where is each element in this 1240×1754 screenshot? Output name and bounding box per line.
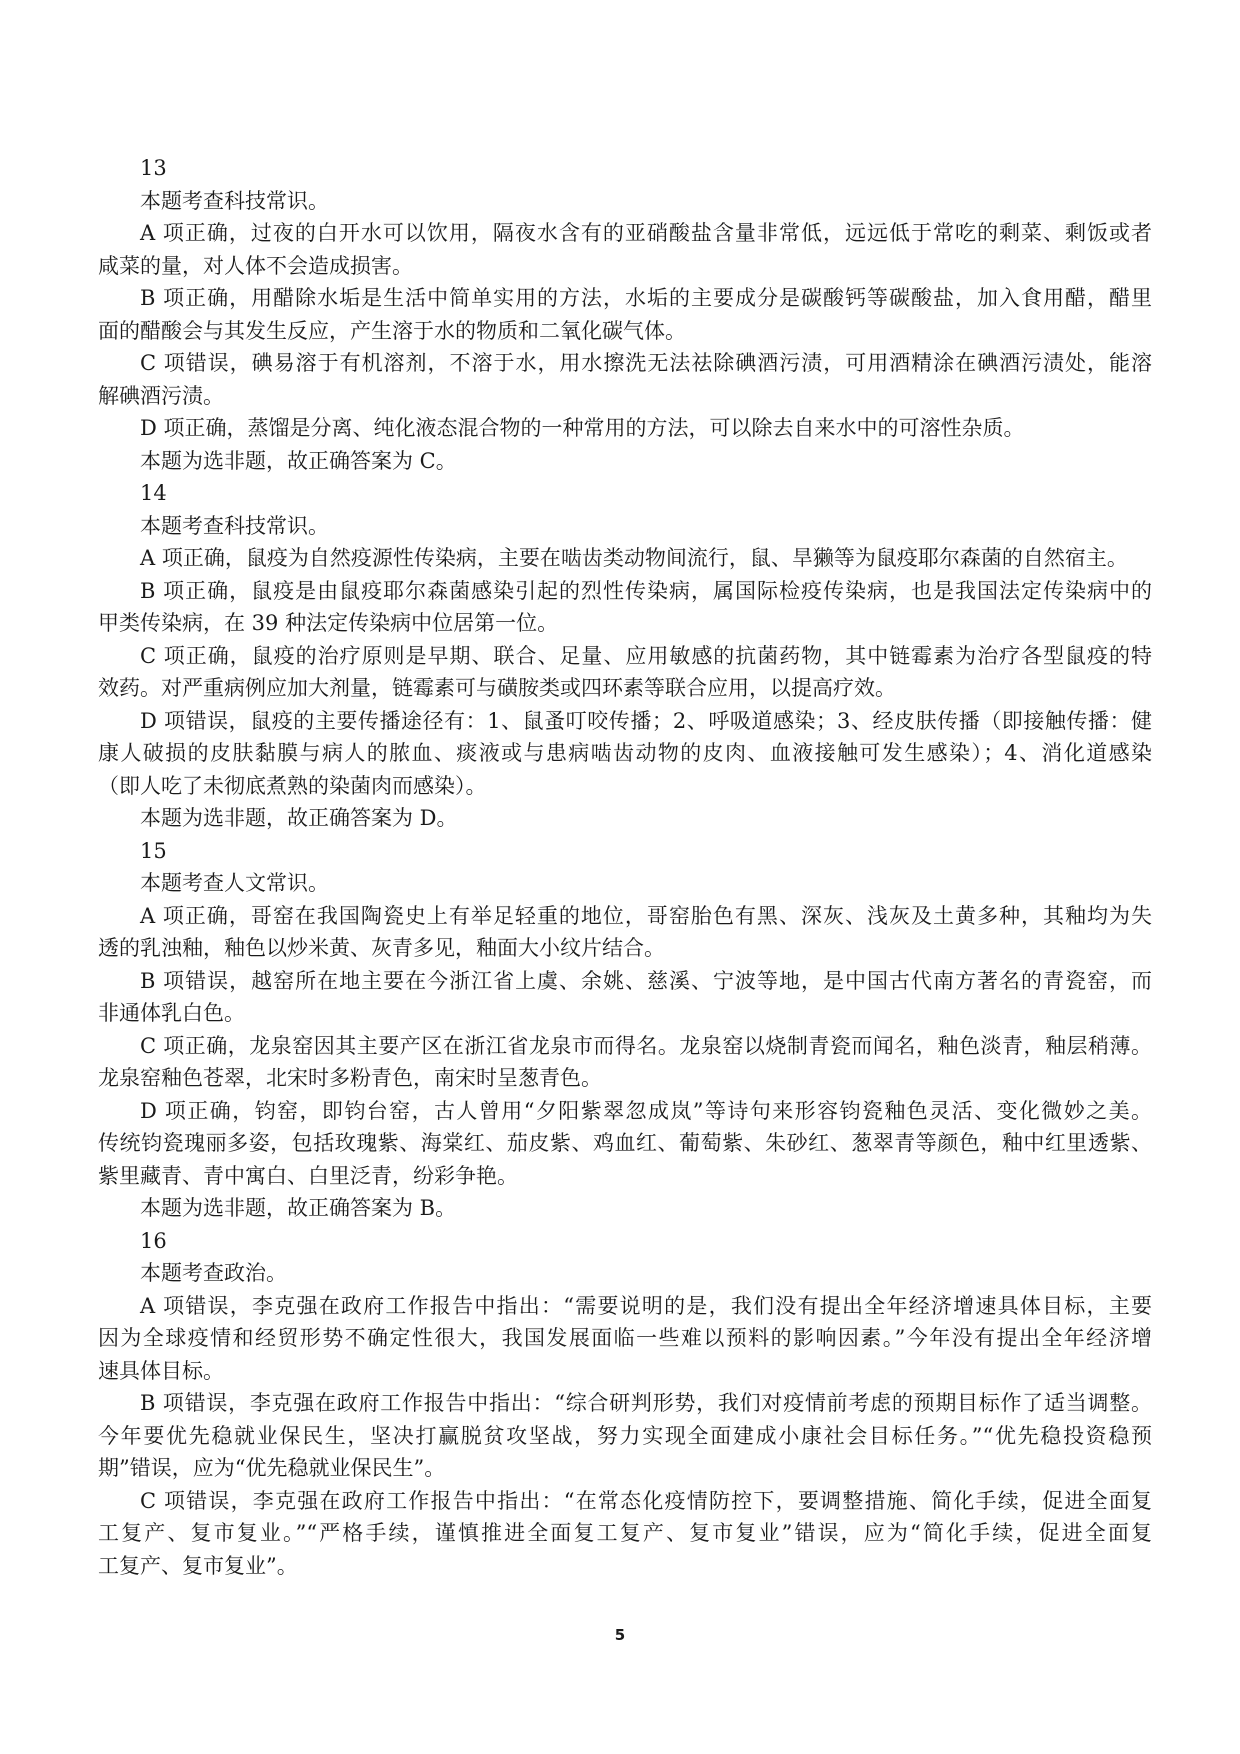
text-line: A 项错误，李克强在政府工作报告中指出：“需要说明的是，我们没有提出全年经济增速具体目标，主要 — [140, 1293, 1152, 1318]
text-line: 龙泉窑釉色苍翠，北宋时多粉青色，南宋时呈葱青色。 — [98, 1066, 602, 1090]
text-line: 解碘酒污渍。 — [98, 383, 224, 408]
paragraph — [98, 705, 1152, 803]
text-line: 咸菜的量，对人体不会造成损害。 — [98, 253, 413, 278]
text-line: 面的醋酸会与其发生反应，产生溶于水的物质和二氧化碳气体。 — [98, 318, 686, 343]
text-line: 工复产、复市复业。”“严格手续，谨慎推进全面复工复产、复市复业”错误，应为“简化手续，促进全面复 — [98, 1521, 1152, 1545]
paragraph — [98, 575, 1152, 640]
paragraph — [98, 1387, 1152, 1485]
text-line: A 项正确，过夜的白开水可以饮用，隔夜水含有的亚硝酸盐含量非常低，远远低于常吃的剩菜、剩饭或者 — [140, 221, 1152, 245]
text-line: 非通体乳白色。 — [98, 1001, 245, 1025]
text-line: 速具体目标。 — [98, 1358, 224, 1383]
paragraph — [98, 1095, 1152, 1193]
text-line: 紫里藏青、青中寓白、白里泛青，纷彩争艳。 — [98, 1163, 518, 1188]
text-line: 本题考查人文常识。 — [140, 871, 329, 895]
text-line: 因为全球疫情和经贸形势不确定性很大，我国发展面临一些难以预料的影响因素。”今年没有提出全年经济增 — [98, 1326, 1152, 1350]
paragraph — [98, 965, 1152, 1030]
paragraph — [98, 640, 1152, 705]
paragraph — [98, 347, 1152, 412]
paragraph — [98, 477, 1152, 510]
text-line: C 项正确，鼠疫的治疗原则是早期、联合、足量、应用敏感的抗菌药物，其中链霉素为治疗各型鼠疫的特 — [140, 643, 1152, 668]
text-line: B 项正确，用醋除水垢是生活中简单实用的方法，水垢的主要成分是碳酸钙等碳酸盐，加入食用醋，醋里 — [140, 286, 1152, 310]
text-line: C 项错误，李克强在政府工作报告中指出：“在常态化疫情防控下，要调整措施、简化手续，促进全面复 — [140, 1488, 1152, 1513]
text-line: 本题考查政治。 — [140, 1261, 287, 1285]
page-number: 5 — [614, 1626, 626, 1644]
text-line: A 项正确，鼠疫为自然疫源性传染病，主要在啮齿类动物间流行，鼠、旱獭等为鼠疫耶尔森菌的自然宿主。 — [140, 546, 1128, 570]
text-line: 甲类传染病，在 39 种法定传染病中位居第一位。 — [98, 611, 559, 635]
text-line: 15 — [140, 838, 167, 863]
text-line: 本题为选非题，故正确答案为 D。 — [140, 806, 458, 830]
paragraph — [98, 802, 1152, 835]
text-line: A 项正确，哥窑在我国陶瓷史上有举足轻重的地位，哥窑胎色有黑、深灰、浅灰及土黄多种，其釉均为失 — [140, 903, 1152, 928]
text-line: 康人破损的皮肤黏膜与病人的脓血、痰液或与患病啮齿动物的皮肉、血液接触可发生感染）；4、消化道感染 — [98, 741, 1152, 765]
paragraph — [98, 445, 1152, 478]
paragraph — [98, 1030, 1152, 1095]
paragraph — [98, 1257, 1152, 1290]
text-line: B 项错误，越窑所在地主要在今浙江省上虞、余姚、慈溪、宁波等地，是中国古代南方著名的青瓷窑，而 — [140, 968, 1152, 993]
text-line: （即人吃了未彻底煮熟的染菌肉而感染）。 — [98, 773, 487, 798]
text-line: D 项正确，钧窑，即钧台窑，古人曾用“夕阳紫翠忽成岚”等诗句来形容钧瓷釉色灵活、变化微妙之美。 — [140, 1098, 1152, 1123]
text-line: 13 — [140, 156, 167, 180]
text-line: 14 — [140, 481, 167, 505]
paragraph — [98, 1485, 1152, 1583]
paragraph — [98, 1192, 1152, 1225]
paragraph — [98, 217, 1152, 282]
paragraph — [98, 1290, 1152, 1388]
text-line: D 项错误，鼠疫的主要传播途径有：1、鼠蚤叮咬传播；2、呼吸道感染；3、经皮肤传播（即接触传播：健 — [140, 708, 1152, 733]
text-line: 本题考查科技常识。 — [140, 188, 329, 213]
text-line: C 项错误，碘易溶于有机溶剂，不溶于水，用水擦洗无法祛除碘酒污渍，可用酒精涂在碘酒污渍处，能溶 — [140, 351, 1152, 375]
text-line: 工复产、复市复业”。 — [98, 1553, 298, 1578]
text-line: 传统钧瓷瑰丽多姿，包括玫瑰紫、海棠红、茄皮紫、鸡血红、葡萄紫、朱砂红、葱翠青等颜色，釉中红里透紫、 — [98, 1131, 1152, 1155]
text-line: 效药。对严重病例应加大剂量，链霉素可与磺胺类或四环素等联合应用，以提高疗效。 — [98, 676, 896, 700]
paragraph — [98, 835, 1152, 868]
text-line: B 项正确，鼠疫是由鼠疫耶尔森菌感染引起的烈性传染病，属国际检疫传染病，也是我国法定传染病中的 — [140, 578, 1152, 603]
text-line: 今年要优先稳就业保民生，坚决打赢脱贫攻坚战，努力实现全面建成小康社会目标任务。”“优先稳投资稳预 — [98, 1423, 1152, 1448]
text-line: B 项错误，李克强在政府工作报告中指出：“综合研判形势，我们对疫情前考虑的预期目标作了适当调整。 — [140, 1391, 1152, 1415]
paragraph — [98, 185, 1152, 218]
text-line: 16 — [140, 1228, 167, 1253]
text-line: 本题为选非题，故正确答案为 B。 — [140, 1196, 457, 1220]
text-line: C 项正确，龙泉窑因其主要产区在浙江省龙泉市而得名。龙泉窑以烧制青瓷而闻名，釉色淡青，釉层稍薄。 — [140, 1033, 1152, 1058]
text-line: 本题为选非题，故正确答案为 C。 — [140, 448, 457, 473]
paragraph — [98, 1225, 1152, 1258]
text-line: 期”错误，应为“优先稳就业保民生”。 — [98, 1456, 446, 1480]
paragraph — [98, 510, 1152, 543]
paragraph — [98, 412, 1152, 445]
text-line: D 项正确，蒸馏是分离、纯化液态混合物的一种常用的方法，可以除去自来水中的可溶性杂质。 — [140, 416, 1025, 440]
paragraph — [98, 542, 1152, 575]
document-body — [98, 152, 1152, 1582]
paragraph — [98, 867, 1152, 900]
paragraph — [98, 900, 1152, 965]
paragraph — [98, 282, 1152, 347]
paragraph — [98, 152, 1152, 185]
text-line: 本题考查科技常识。 — [140, 513, 329, 538]
text-line: 透的乳浊釉，釉色以炒米黄、灰青多见，釉面大小纹片结合。 — [98, 936, 665, 960]
